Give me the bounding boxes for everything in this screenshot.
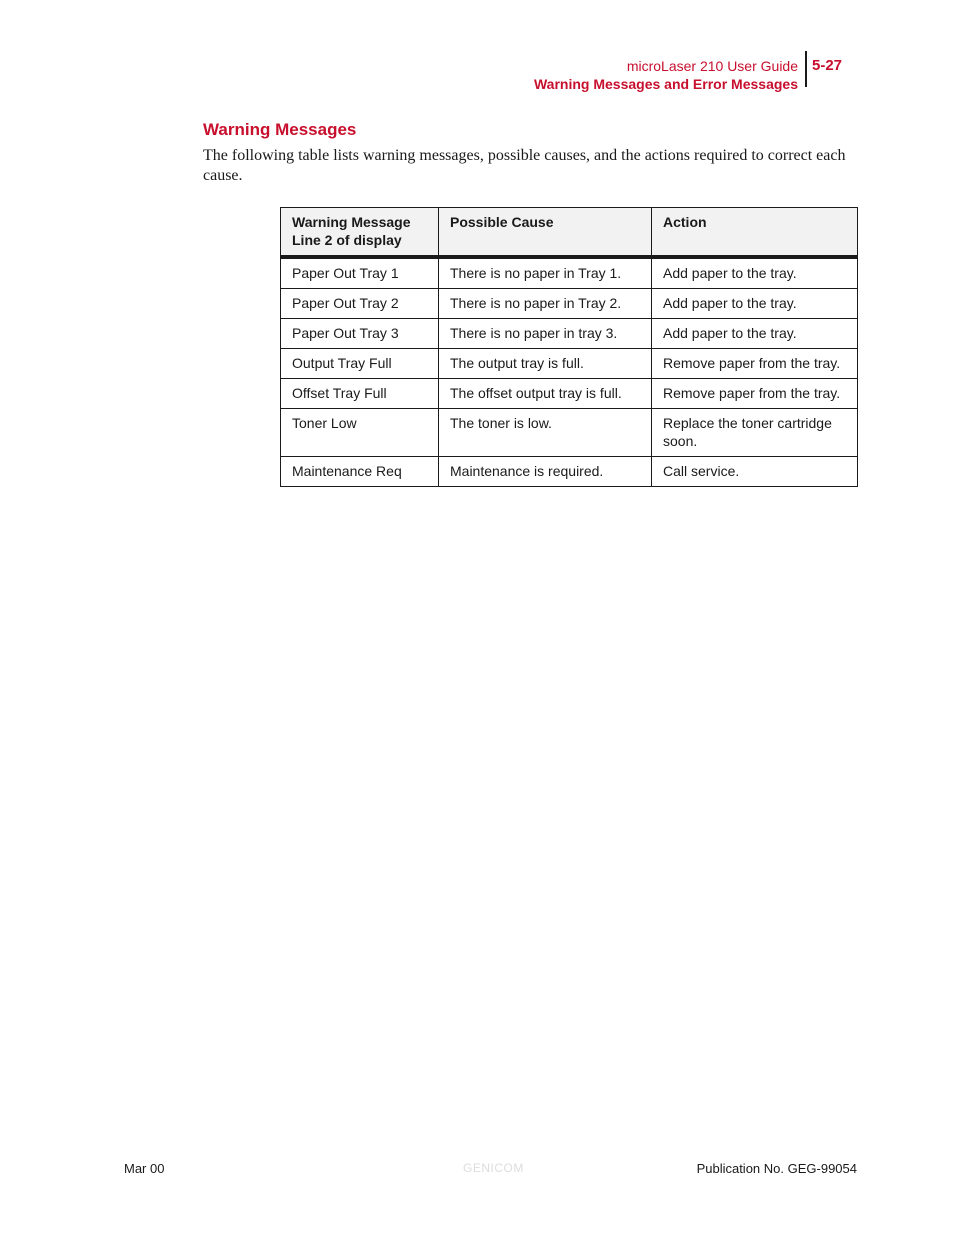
cell-warning-message: Maintenance Req [281, 457, 439, 487]
table-header-row [281, 208, 858, 258]
header-divider [805, 51, 807, 87]
footer-logo: GENICOM [463, 1161, 524, 1175]
chapter-title: Warning Messages and Error Messages [533, 76, 798, 92]
table-row [281, 457, 858, 487]
cell-warning-message: Output Tray Full [281, 349, 439, 379]
cell-possible-cause: There is no paper in Tray 2. [439, 289, 652, 319]
cell-possible-cause: There is no paper in Tray 1. [439, 257, 652, 289]
header-possible-cause: Possible Cause [439, 208, 652, 258]
page-number: 5-27 [812, 57, 843, 74]
footer-publication: Publication No. GEG-99054 [696, 1161, 857, 1176]
cell-action: Add paper to the tray. [652, 289, 858, 319]
cell-possible-cause: Maintenance is required. [439, 457, 652, 487]
cell-action: Remove paper from the tray. [652, 349, 858, 379]
table-row [281, 257, 858, 289]
guide-title: microLaser 210 User Guide [626, 58, 798, 74]
cell-possible-cause: There is no paper in tray 3. [439, 319, 652, 349]
running-header [534, 57, 798, 93]
table-row [281, 319, 858, 349]
cell-action: Replace the toner cartridge soon. [652, 409, 858, 457]
cell-action: Call service. [652, 457, 858, 487]
header-message-line1: Warning Message [292, 214, 411, 230]
header-action: Action [652, 208, 858, 258]
cell-possible-cause: The offset output tray is full. [439, 379, 652, 409]
table-row [281, 289, 858, 319]
table-row [281, 409, 858, 457]
cell-warning-message: Toner Low [281, 409, 439, 457]
cell-warning-message: Paper Out Tray 3 [281, 319, 439, 349]
footer-date: Mar 00 [124, 1161, 165, 1176]
cell-possible-cause: The output tray is full. [439, 349, 652, 379]
table-row [281, 379, 858, 409]
section-title: Warning Messages [203, 120, 357, 139]
header-message-line2: Line 2 of display [292, 232, 402, 248]
cell-action: Add paper to the tray. [652, 257, 858, 289]
cell-warning-message: Offset Tray Full [281, 379, 439, 409]
cell-action: Remove paper from the tray. [652, 379, 858, 409]
table-row [281, 349, 858, 379]
header-warning-message [281, 208, 439, 258]
cell-warning-message: Paper Out Tray 2 [281, 289, 439, 319]
cell-warning-message: Paper Out Tray 1 [281, 257, 439, 289]
cell-possible-cause: The toner is low. [439, 409, 652, 457]
intro-paragraph: The following table lists warning messages, possible causes, and the actions required to correct each cause. [203, 147, 846, 184]
cell-action: Add paper to the tray. [652, 319, 858, 349]
warning-messages-table [280, 207, 858, 487]
